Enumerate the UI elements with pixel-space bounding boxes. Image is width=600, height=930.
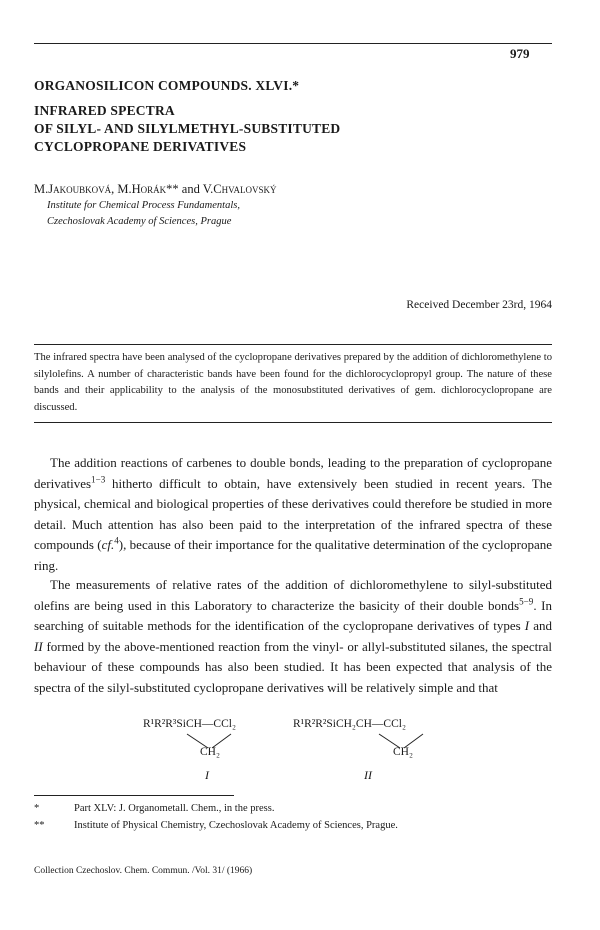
footnote-rule <box>34 795 234 796</box>
formula-i-ch2: CH₂ <box>200 746 220 758</box>
p2-text-c: formed by the above-mentioned reaction from the vinyl- or allyl-substituted silanes, the spectral behaviour of these compounds has also been studied. It has been expected that analysis of the spectra of the silyl-substituted cyclopropane derivatives will be relatively simple and that <box>34 638 552 695</box>
page-number: 979 <box>510 46 530 61</box>
author-separator: , <box>111 182 118 196</box>
author-3-name: Chvalovský <box>213 182 277 196</box>
p2-citation: 5−9 <box>519 596 534 607</box>
author-2-initial: M. <box>117 182 132 196</box>
journal-citation: Collection Czechoslov. Chem. Commun. /Vol. 31/ (1966) <box>34 866 253 876</box>
p2-text-a: The measurements of relative rates of the addition of dichloromethylene to silyl-substituted olefins are being used in this Laboratory to characterize the basicity of their double bonds <box>34 577 552 613</box>
footnote-2 <box>34 820 398 831</box>
abstract: The infrared spectra have been analysed of the cyclopropane derivatives prepared by the addition of dichloromethylene to silylolefins. A number of characteristic bands have been found for the dichlorocyclopropyl group. The nature of these bands and their applicability to the analysis of the monosubstituted derivatives of gem. dichlorocyclopropane are discussed. <box>34 352 552 413</box>
formula-ii-main: R¹R²R²SiCH₂CH—CCl₂ <box>293 718 406 730</box>
title-line-3: OF SILYL- AND SILYLMETHYL-SUBSTITUTED <box>34 121 341 136</box>
received-date: Received December 23rd, 1964 <box>406 299 552 311</box>
p1-text-c: ), because of their importance for the qualitative determination of the cyclopropane ring. <box>34 537 552 573</box>
author-3-initial: V. <box>202 182 214 196</box>
header-rule <box>34 43 552 44</box>
p1-cf: cf. <box>101 537 115 552</box>
p2-type-ii: II <box>34 638 43 654</box>
footnote-2-text: Institute of Physical Chemistry, Czechoslovak Academy of Sciences, Prague. <box>74 820 398 831</box>
p1-text-a: The addition reactions of carbenes to double bonds, leading to the preparation of cyclopropane derivatives <box>34 455 552 491</box>
author-1-initial: M. <box>34 182 49 196</box>
formula-i-main: R¹R²R³SiCH—CCl₂ <box>143 718 236 730</box>
formula-i-label: I <box>205 768 209 782</box>
p1-citation-2: 4 <box>114 535 119 546</box>
formula-ii-label: II <box>364 768 372 782</box>
footnote-1 <box>34 803 274 814</box>
author-2-footnote-mark: ** <box>166 182 179 196</box>
footnote-1-mark: * <box>34 803 40 814</box>
body-paragraph-2 <box>34 575 552 698</box>
affiliation-line-2: Czechoslovak Academy of Sciences, Prague <box>47 216 232 227</box>
author-and: and <box>178 182 203 196</box>
p2-type-i: I <box>524 618 530 633</box>
p1-text-b: hitherto difficult to obtain, have extensively been studied in recent years. The physical, chemical and biological properties of these derivatives could therefore be studied in more detail. Much attention has also been paid to the interpretation of the infrared spectra of these compounds ( <box>34 475 552 552</box>
title-line-2: INFRARED SPECTRA <box>34 103 175 118</box>
footnote-1-text: Part XLV: J. Organometall. Chem., in the press. <box>74 803 275 814</box>
p2-and: and <box>529 618 552 633</box>
abstract-bottom-rule <box>34 422 552 423</box>
author-2-name: Horák <box>131 182 167 196</box>
p2-text-b: . In searching of suitable methods for the identification of the cyclopropane derivatives of types <box>34 597 552 633</box>
title-line-1: ORGANOSILICON COMPOUNDS. XLVI.* <box>34 78 300 93</box>
title-line-4: CYCLOPROPANE DERIVATIVES <box>34 139 247 154</box>
author-line <box>34 182 276 197</box>
abstract-top-rule <box>34 344 552 345</box>
body-paragraph-1 <box>34 453 552 576</box>
formula-ii-ch2: CH₂ <box>393 746 413 758</box>
author-1-name: Jakoubková <box>48 182 112 196</box>
p1-citation-1: 1−3 <box>91 474 106 485</box>
affiliation-line-1: Institute for Chemical Process Fundamentals, <box>47 200 240 211</box>
footnote-2-mark: ** <box>34 820 45 831</box>
